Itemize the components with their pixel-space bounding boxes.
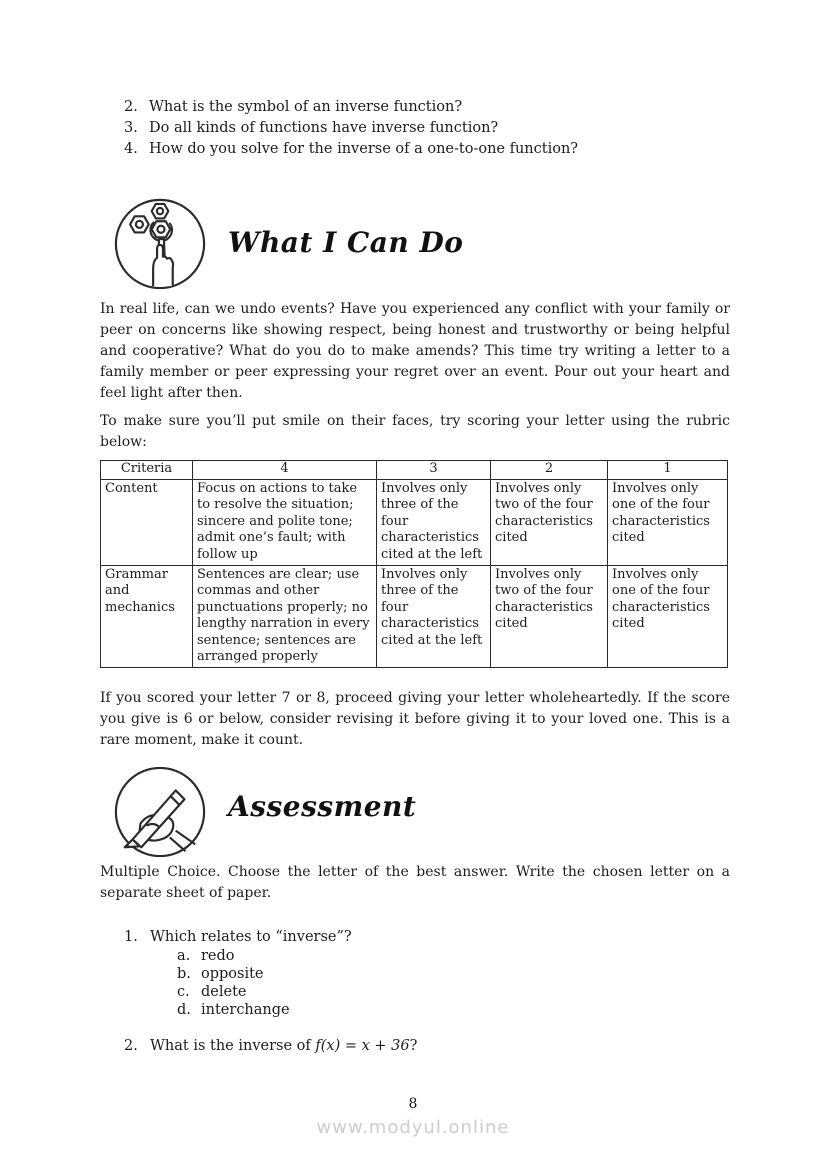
question-text: How do you solve for the inverse of a one-to-one function? [149, 141, 579, 157]
rubric-row-grammar [101, 566, 728, 668]
rubric-cell: Involves only one of the four characteristics cited [608, 566, 728, 668]
math-expression: f(x) = x + 36 [315, 1038, 410, 1054]
question-text-suffix: ? [409, 1038, 418, 1054]
rubric-header-criteria: Criteria [101, 461, 193, 480]
section-title-assessment: Assessment [228, 790, 417, 823]
rubric-header-3: 3 [377, 461, 491, 480]
question-text: Which relates to “inverse”? [150, 929, 352, 945]
question-number: 2. [124, 99, 138, 115]
hand-holding-wrench-icon [111, 194, 209, 292]
assessment-icon-wrap [111, 763, 209, 865]
question-number: 4. [124, 141, 138, 157]
rubric-header-row [101, 461, 728, 480]
hand-writing-pencil-icon [111, 763, 209, 861]
assessment-question-1 [124, 927, 724, 947]
question-text [150, 1036, 417, 1056]
rubric-cell: Involves only two of the four characteristics cited [491, 480, 608, 566]
option-text: delete [201, 984, 247, 1000]
option-letter: a. [177, 948, 191, 964]
assessment-question-2 [124, 1036, 724, 1056]
option-a [177, 947, 577, 965]
paragraph-rubric-intro: To make sure you’ll put smile on their faces, try scoring your letter using the rubric below: [100, 413, 730, 450]
watermark-text: www.modyul.online [316, 1117, 510, 1138]
rubric-cell: Grammar and mechanics [101, 566, 193, 668]
question-number: 3. [124, 120, 138, 136]
rubric-cell: Sentences are clear; use commas and other punctuations properly; no lengthy narration in every sentence; sentences are arranged properly [193, 566, 377, 668]
rubric-cell: Involves only two of the four characteristics cited [491, 566, 608, 668]
rubric-table [100, 460, 728, 668]
option-text: redo [201, 948, 235, 964]
paragraph-score-advice: If you scored your letter 7 or 8, proceed giving your letter wholeheartedly. If the score you give is 6 or below, consider revising it before giving it to your loved one. This is a rare moment, make it count. [100, 690, 730, 748]
option-letter: b. [177, 966, 191, 982]
option-c [177, 983, 577, 1001]
paragraph-real-life: In real life, can we undo events? Have you experienced any conflict with your family or peer on concerns like showing respect, being honest and trustworthy or being helpful and cooperative? What do you do to make amends? This time try writing a letter to a family member or peer expressing your regret over an event. Pour out your heart and feel light after then. [100, 301, 730, 401]
option-letter: c. [177, 984, 190, 1000]
question-number: 2. [124, 1038, 138, 1054]
question-text-prefix: What is the inverse of [150, 1038, 316, 1054]
intro-question [124, 139, 734, 160]
option-letter: d. [177, 1002, 191, 1018]
rubric-cell: Focus on actions to take to resolve the situation; sincere and polite tone; admit one’s fault; with follow up [193, 480, 377, 566]
question-number: 1. [124, 929, 138, 945]
option-text: opposite [201, 966, 264, 982]
rubric-header-4: 4 [193, 461, 377, 480]
rubric-cell: Content [101, 480, 193, 566]
rubric-cell: Involves only one of the four characteristics cited [608, 480, 728, 566]
multiple-choice-instructions: Multiple Choice. Choose the letter of the best answer. Write the chosen letter on a separate sheet of paper. [100, 864, 730, 901]
rubric-cell: Involves only three of the four characteristics cited at the left [377, 566, 491, 668]
intro-question [124, 118, 734, 139]
rubric-header-1: 1 [608, 461, 728, 480]
question-text: What is the symbol of an inverse function? [149, 99, 463, 115]
option-b [177, 965, 577, 983]
section-title-what-i-can-do: What I Can Do [228, 226, 464, 259]
rubric-row-content [101, 480, 728, 566]
rubric-cell: Involves only three of the four characteristics cited at the left [377, 480, 491, 566]
option-d [177, 1001, 577, 1019]
option-text: interchange [201, 1002, 290, 1018]
question-text: Do all kinds of functions have inverse function? [149, 120, 499, 136]
rubric-header-2: 2 [491, 461, 608, 480]
what-i-can-do-icon-wrap [111, 194, 209, 296]
intro-question [124, 97, 734, 118]
page-number: 8 [408, 1096, 418, 1112]
question-1-options [177, 947, 577, 1019]
intro-question-list [124, 97, 734, 160]
